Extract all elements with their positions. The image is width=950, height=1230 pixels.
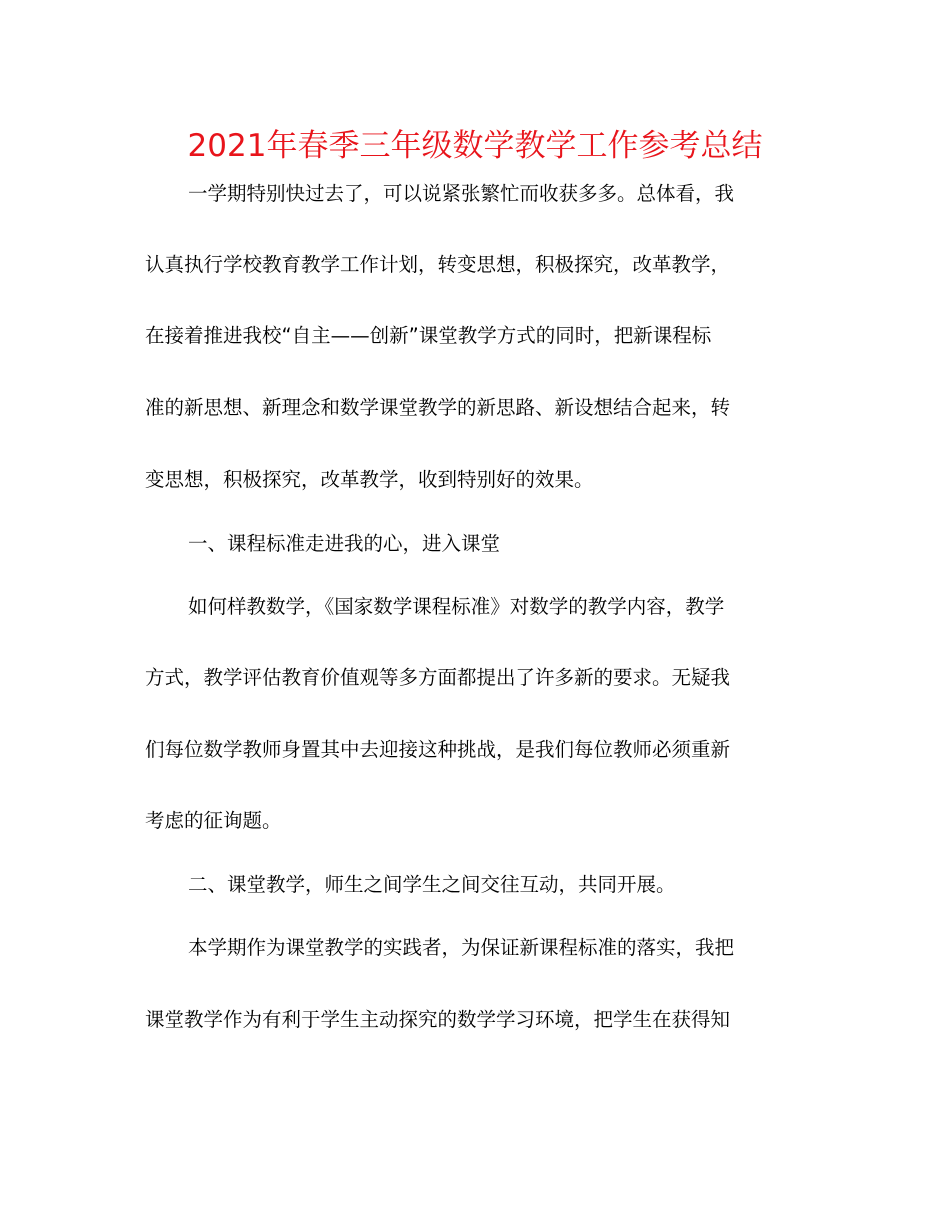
paragraph-1-line-3: 在接着推进我校“自主——创新”课堂教学方式的同时，把新课程标: [145, 324, 712, 347]
section-heading-2: 二、课堂教学，师生之间学生之间交往互动，共同开展。: [188, 873, 676, 896]
paragraph-1-line-4: 准的新思想、新理念和数学课堂教学的新思路、新设想结合起来，转: [145, 396, 731, 419]
paragraph-3-line-1: 本学期作为课堂教学的实践者，为保证新课程标准的落实，我把: [188, 936, 735, 959]
document-title: 2021年春季三年级数学教学工作参考总结: [187, 128, 763, 164]
section-heading-1: 一、课程标准走进我的心，进入课堂: [188, 532, 501, 555]
paragraph-3-line-2: 课堂教学作为有利于学生主动探究的数学学习环境，把学生在获得知: [145, 1008, 731, 1031]
paragraph-1-line-2: 认真执行学校教育教学工作计划，转变思想，积极探究，改革教学，: [145, 253, 731, 276]
paragraph-1-line-5: 变思想，积极探究，改革教学，收到特别好的效果。: [145, 468, 594, 491]
paragraph-2-line-3: 们每位数学教师身置其中去迎接这种挑战，是我们每位教师必须重新: [145, 738, 731, 761]
paragraph-2-line-1: 如何样教数学，《国家数学课程标准》对数学的教学内容，教学: [188, 595, 725, 618]
paragraph-2-line-4: 考虑的征询题。: [145, 809, 282, 832]
paragraph-1-line-1: 一学期特别快过去了，可以说紧张繁忙而收获多多。总体看，我: [188, 182, 735, 205]
paragraph-2-line-2: 方式，教学评估教育价值观等多方面都提出了许多新的要求。无疑我: [145, 666, 731, 689]
